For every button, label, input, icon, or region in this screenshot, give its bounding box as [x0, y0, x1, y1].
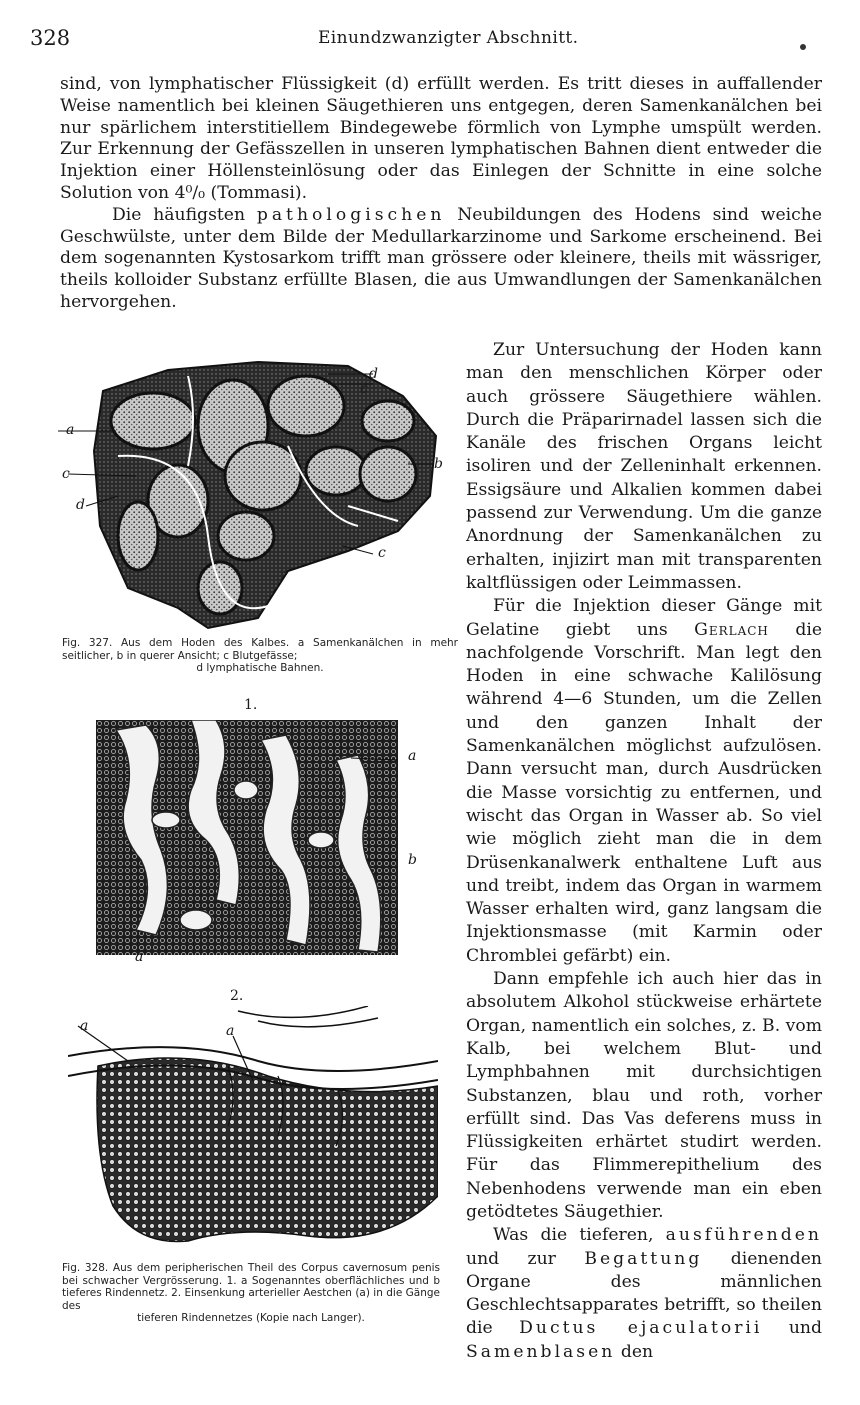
- fig328-part2-label-a-center: a: [226, 1023, 235, 1039]
- cortical-network-drawing: [96, 720, 398, 955]
- fig327-label-a: a: [66, 422, 75, 438]
- page-header: [30, 26, 830, 52]
- col-p4-start: Was die tieferen,: [493, 1225, 654, 1246]
- fig328-part2-label-a-left: a: [80, 1018, 89, 1034]
- column-paragraph-4: [466, 1224, 822, 1364]
- col-p4-end: den: [620, 1341, 654, 1362]
- fig328-part2-label: 2.: [230, 988, 244, 1004]
- figure-328-part-2-illustration: [68, 1006, 438, 1246]
- intro-text: [60, 74, 822, 314]
- col-p4-mid: und zur: [466, 1248, 556, 1269]
- col-p4-spaced-1: ausführenden: [665, 1225, 822, 1246]
- fig327-label-d-left: d: [76, 497, 85, 513]
- fig328-caption-line-2: tieferen Rindennetzes (Kopie nach Langer).: [137, 1312, 365, 1324]
- intro-paragraph-1: sind, von lymphatischer Flüssigkeit (d) erfüllt werden. Es tritt dieses in auffallender Weise namentlich bei kleinen Säugethieren uns entgegen, deren Samenkanälchen bei nur spärlichem interstitiellem Bindegewebe förmlich von Lymphe umspült werden. Zur Erkennung der Gefässzellen in unseren lymphatischen Bahnen dient entweder die Injektion einer Höllensteinlösung oder das Einlegen der Schnitte in eine solche Solution von 4⁰/₀ (Tommasi).: [60, 74, 822, 203]
- figure-328-part-1-illustration: [96, 720, 398, 955]
- ink-speck: [800, 44, 806, 50]
- fig327-caption-line-1: Fig. 327. Aus dem Hoden des Kalbes. a Samenkanälchen in mehr seitlicher, b in querer Ansicht; c Blutgefässe;: [62, 637, 458, 662]
- figure-327-illustration: [58, 356, 456, 632]
- col-p2-rest: die nachfolgende Vorschrift. Man legt den Hoden in eine schwache Kalilösung während 4—6 Stunden, um die Zellen und den ganzen Inhalt der Samenkanälchen möglichst aufzulösen. Dann versucht man, durch Ausdrücken die Masse vorsichtig zu entfernen, und wischt das Organ in Wasser ab. So viel wie möglich zieht man die in dem Drüsenkanalwerk enthaltene Luft aus und treibt, indem das Organ in warmem Wasser erhalten wird, ganz langsam die Injektionsmasse (mit Karmin oder Chromblei gefärbt) ein.: [466, 619, 822, 966]
- fig327-label-d-top: d: [369, 366, 378, 382]
- running-title: Einundzwanzigter Abschnitt.: [318, 28, 579, 48]
- testis-section-drawing: [58, 356, 456, 632]
- fig327-label-c-left: c: [62, 466, 70, 482]
- fig327-label-c-top: c: [360, 381, 368, 397]
- p2-spaced-word: pathologischen: [256, 204, 446, 225]
- page-number: 328: [30, 26, 71, 50]
- figure-327-caption: [62, 637, 458, 675]
- intro-paragraph-2: [60, 205, 822, 314]
- col-p4-spaced-2: Begattung: [584, 1248, 703, 1269]
- column-paragraph-2: [466, 595, 822, 968]
- p2-rest: Neubildungen des Hodens sind weiche Geschwülste, unter dem Bilde der Medullarkarzinome und Sarkome erscheinend. Bei dem sogenannten Kystosarkom trifft man grössere oder kleinere, theils mit wässriger, theils kolloider Substanz erfüllte Blasen, die aus Umwandlungen der Samenkanälchen hervorgehen.: [60, 204, 823, 312]
- fig328-part1-label-a: a: [408, 748, 417, 764]
- col-p2-start: Für die Injektion dieser Gänge mit Gelatine giebt uns: [466, 596, 822, 640]
- column-paragraph-3: Dann empfehle ich auch hier das in absolutem Alkohol stückweise erhärtete Organ, namentlich ein solches, z. B. vom Kalb, bei welchem Blut- und Lymphbahnen mit durchsichtigen Substanzen, blau und roth, vorher erfüllt sind. Das Vas deferens muss in Flüssigkeiten erhärtet studirt werden. Für das Flimmerepithelium des Nebenhodens verwende man ein eben getödtetes Säugethier.: [466, 969, 822, 1222]
- col-p4-spaced-3: Ductus ejaculatorii: [519, 1318, 763, 1339]
- fig328-caption-line-1: Fig. 328. Aus dem peripherischen Theil des Corpus cavernosum penis bei schwacher Vergrösserung. 1. a Sogenanntes oberflächliches und b tieferes Rindennetz. 2. Einsenkung arterieller Aestchen (a) in die Gänge des: [62, 1262, 440, 1312]
- fig328-part1-label: 1.: [244, 697, 258, 713]
- fig327-caption-line-2: d lymphatische Bahnen.: [196, 662, 324, 674]
- figure-328-caption: [62, 1262, 440, 1325]
- col-p4-spaced-4: Samenblasen: [466, 1341, 616, 1362]
- p2-start: Die häufigsten: [112, 204, 246, 225]
- fig327-label-b: b: [434, 456, 443, 472]
- fig328-part1-label-a-bottom: a: [135, 949, 144, 965]
- col-p4-mid3: und: [788, 1318, 823, 1339]
- arterial-branches-drawing: [68, 1006, 438, 1246]
- fig327-label-c-bottom: c: [378, 545, 386, 561]
- column-paragraph-1: Zur Untersuchung der Hoden kann man den menschlichen Körper oder auch grössere Säugethiere wählen. Durch die Präparirnadel lassen sich die Kanäle des frischen Organs leicht isoliren und der Zelleninhalt erkennen. Essigsäure und Alkalien kommen dabei passend zur Verwendung. Um die ganze Anordnung der Samenkanälchen zu erhalten, injizirt man mit transparenten kaltflüssigen oder Leimmassen.: [466, 340, 822, 593]
- fig328-part1-label-b: b: [408, 852, 417, 868]
- col-p4-mid2: dienenden Organe des männlichen Geschlechtsapparates betrifft, so theilen die: [466, 1248, 822, 1339]
- author-name: Gerlach: [694, 619, 769, 640]
- right-column-text: [466, 339, 822, 1364]
